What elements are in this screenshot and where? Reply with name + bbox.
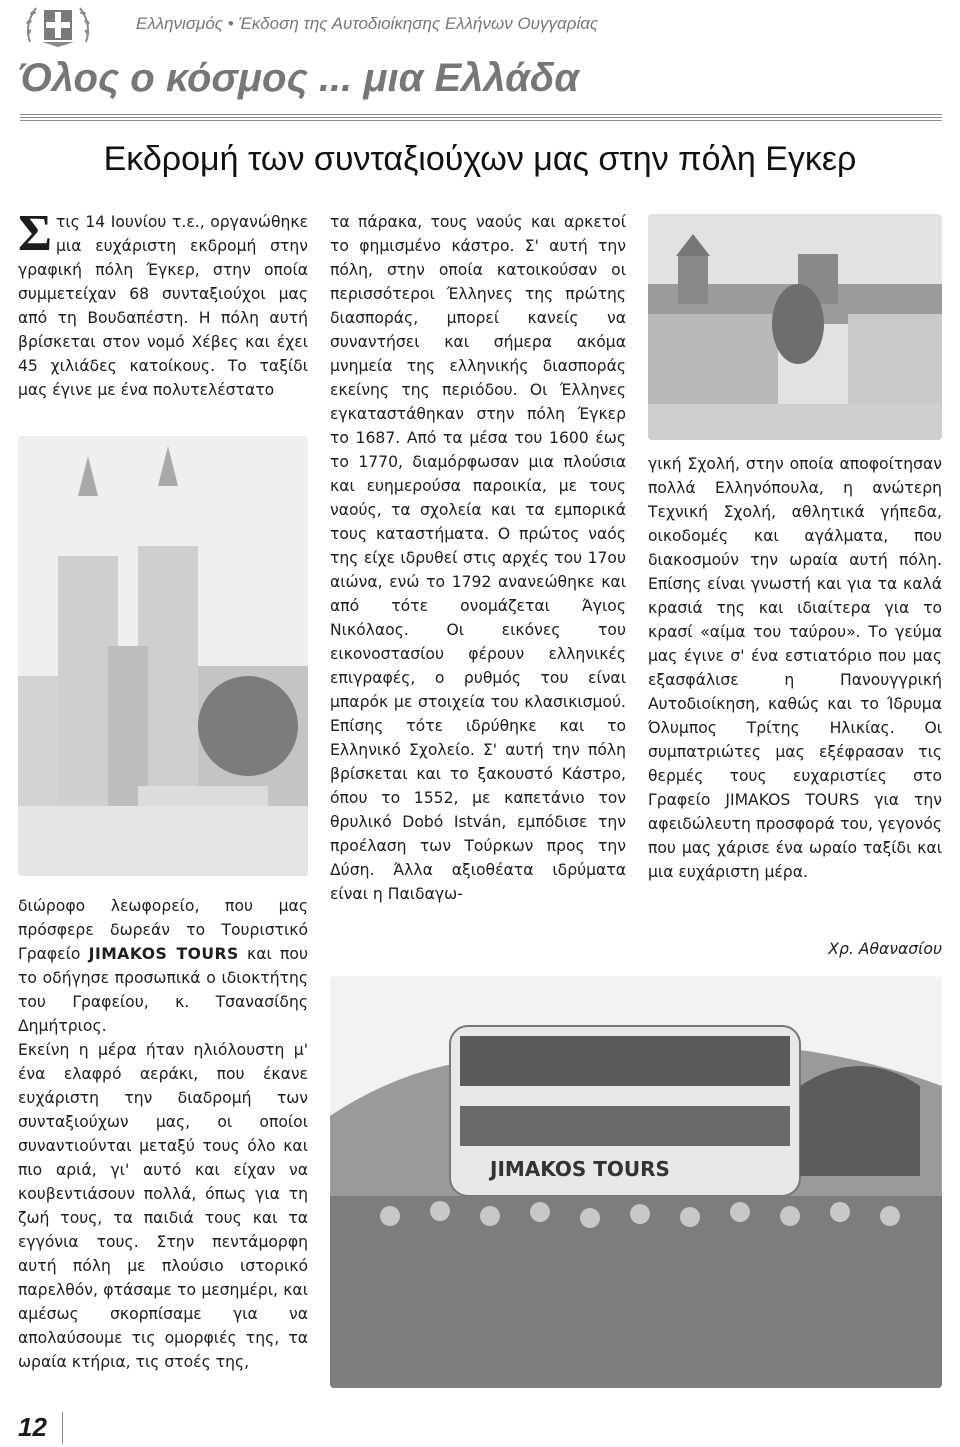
- paragraph-closing: γική Σχολή, στην οποία αποφοίτησαν πολλά Ελληνόπουλα, η ανώτερη Τεχνική Σχολή, αθλητικά γήπεδα, οικοδομές και αγάλματα, που διακοσμούν την ωραία αυτή πόλη. Επίσης είναι γνωστή και για τα καλά κρασιά της και ιδιαίτερα για το κρασί «αίμα του ταύρου». Το γεύμα μας έγινε σ' ένα εστιατόριο που μας εξασφάλισε η Πανουγγρική Αυτοδιοίκηση, καθώς και το Ίδρυμα Όλυμπος Τρίτης Ηλικίας. Οι συμπατριώτες μας εξέφρασαν τις θερμές τους ευχαριστίες στο Γραφείο JIMAKOS TOURS για την αφειδώλευτη προσφορά του, γεγονός που μας χάρισε ένα ωραίο ταξίδι και μια ευχάριστη μέρα.: [648, 455, 942, 881]
- section-divider: [20, 114, 942, 121]
- article-headline: Εκδρομή των συνταξιούχων μας στην πόλη Εγκερ: [103, 140, 857, 178]
- paragraph-intro: τις 14 Ιουνίου τ.ε., οργανώθηκε μια ευχάριστη εκδρομή στην γραφική πόλη Έγκερ, στην οποία συμμετείχαν 68 συνταξιούχοι μας από τη Βουδαπέστη. Η πόλη αυτή βρίσκεται στον νομό Χέβες και έχει 45 χιλιάδες κατοίκους. Το ταξίδι μας έγινε με ένα πολυτελέστατο: [18, 213, 308, 399]
- photo-basilica: [18, 436, 308, 876]
- group-bus-illustration: [330, 976, 942, 1388]
- paragraph-history: τα πάρακα, τους ναούς και αρκετοί το φημισμένο κάστρο. Σ' αυτή την πόλη, στην οποία κατοικούσαν οι περισσότεροι Έλληνες της πρώτης διασποράς, μπορεί κανείς να συναντήσει και σήμερα ακόμα μνημεία της ελληνικής διασποράς εκείνης της περιόδου. Οι Έλληνες εγκαταστάθηκαν στην πόλη Έγκερ το 1687. Από τα μέσα του 1600 έως το 1770, διαμόρφωσαν μια πλούσια και ευημερούσα παροικία, με τους ναούς, τα σχολεία και τα εμπορικά τους καταστήματα. Ο πρώτος ναός της είχε ιδρυθεί στις αρχές του 17ου αιώνα, ενώ το 1792 ανανεώθηκε και από τότε ονομάζεται Άγιος Νικόλαος. Οι εικόνες του εικονοστασίου φέρουν ελληνικές επιγραφές, ο ρυθμός του είναι μπαρόκ με στοιχεία του κλασικισμού. Επίσης τότε ιδρύθηκε και το Ελληνικό Σχολείο. Σ' αυτή την πόλη βρίσκεται και το ξακουστό Κάστρο, όπου το 1552, με καπετάνιο τον θρυλικό Dobó István, εμπόδισε την προέλαση των Τούρκων προς την Δύση. Άλλα αξιοθέατα ιδρύματα είναι η Παιδαγω-: [330, 213, 626, 903]
- article-column-2: [330, 210, 626, 906]
- greek-cross-wreath-icon: [22, 2, 94, 48]
- photo-group-bus: [330, 976, 942, 1388]
- paragraph-bus-b: και που το οδήγησε προσωπικά ο ιδιοκτήτης του Γραφείου, κ. Τσανασίδης Δημήτριος.: [18, 945, 308, 1035]
- section-title: Όλος ο κόσμος ... μια Ελλάδα: [18, 56, 580, 100]
- paragraph-bus-a: διώροφο λεωφορείο, που μας πρόσφερε δωρεάν το Τουριστικό Γραφείο: [18, 897, 308, 963]
- article-column-1-bottom: [18, 894, 308, 1374]
- page-number-divider: [62, 1412, 63, 1444]
- article-column-3: [648, 452, 942, 884]
- paragraph-day: Εκείνη η μέρα ήταν ηλιόλουστη μ' ένα ελαφρό αεράκι, που έκανε ευχάριστη την διαδρομή των συνταξιούχων μας, οι οποίοι συναντιούνται μεταξύ τους όλο και πιο αριά, γι' αυτό και είχαν να κουβεντιάσουν πολλά, όπως για τη ζωή τους, τα παιδιά τους και τα εγγόνια τους. Στην πεντάμορφη αυτή πόλη με πλούσιο ιστορικό παρελθόν, φτάσαμε το μεσημέρι, και αμέσως σκορπίσαμε για να απολαύσουμε τις ομορφιές της, τα ωραία κτήρια, τις στοές της,: [18, 1041, 308, 1371]
- bus-brand-text: JIMAKOS TOURS: [490, 1157, 670, 1181]
- article-column-1-top: [18, 205, 308, 402]
- publication-header-text: Ελληνισμός • Έκδοση της Αυτοδιοίκησης Ελλήνων Ουγγαρίας: [136, 14, 599, 33]
- castle-square-illustration: [648, 214, 942, 440]
- article-author: Χρ. Αθανασίου: [828, 940, 942, 958]
- photo-castle-square: [648, 214, 942, 440]
- brand-name: JIMAKOS TOURS: [88, 945, 239, 963]
- page-number: 12: [18, 1412, 47, 1442]
- page-header: [18, 0, 942, 50]
- basilica-illustration: [18, 436, 308, 876]
- drop-cap: Σ: [18, 205, 52, 262]
